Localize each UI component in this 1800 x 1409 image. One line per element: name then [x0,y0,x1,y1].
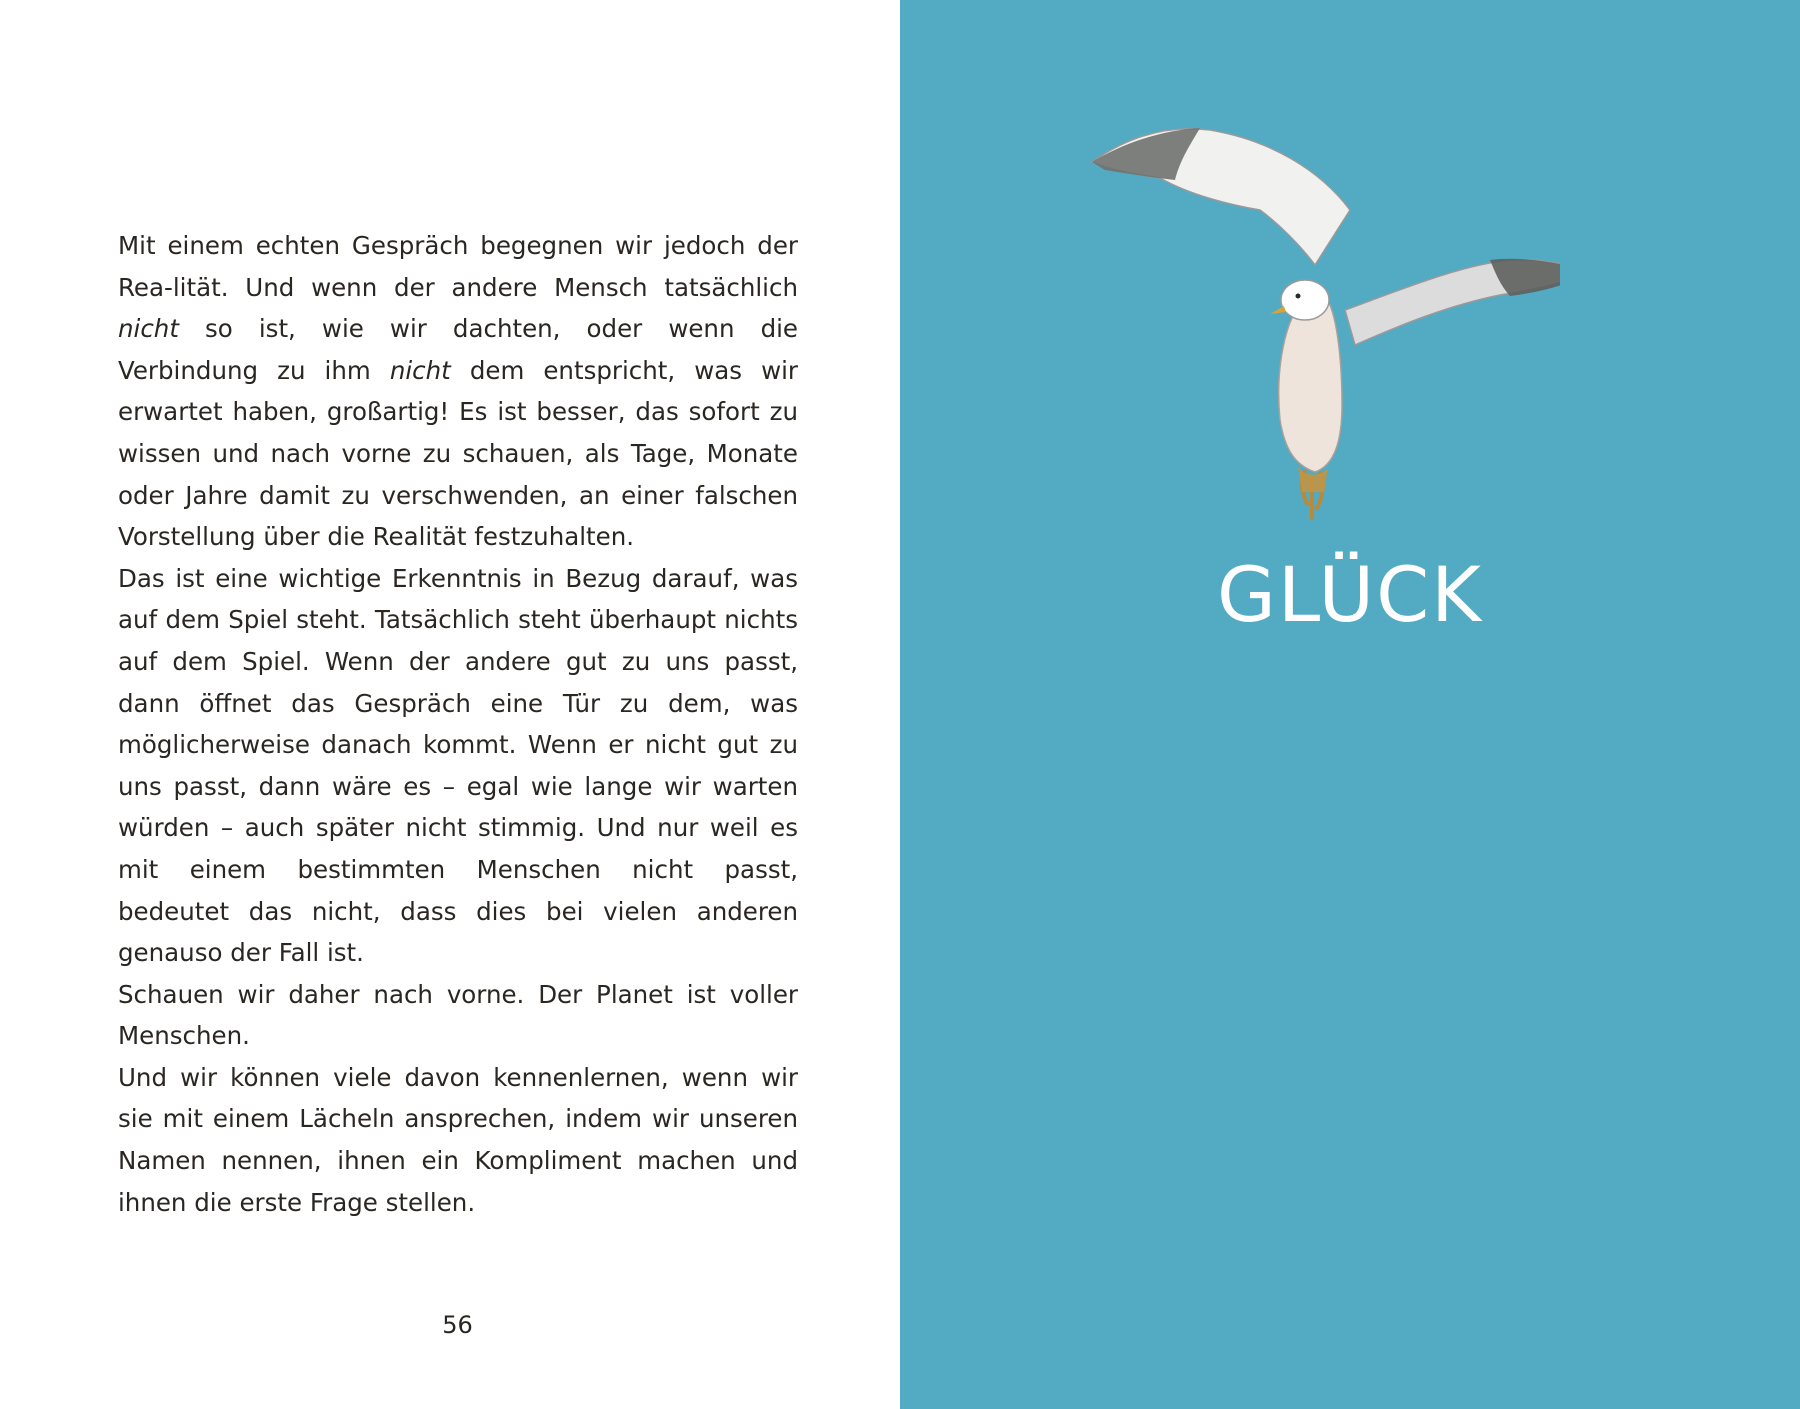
right-page [900,0,1800,1409]
paragraph-2: Das ist eine wichtige Erkenntnis in Bezug darauf, was auf dem Spiel steht. Tatsächlich steht überhaupt nichts auf dem Spiel. Wenn der andere gut zu uns passt, dann öffnet das Gespräch eine Tür zu dem, was möglicherweise danach kommt. Wenn er nicht gut zu uns passt, dann wäre es – egal wie lange wir warten würden – auch später nicht stimmig. Und nur weil es mit einem bestimmten Menschen nicht passt, bedeutet das nicht, dass dies bei vielen anderen genauso der Fall ist. [118,563,798,968]
seagull-illustration [1080,100,1560,520]
paragraph-4: Und wir können viele davon kennenlernen, wenn wir sie mit einem Lächeln ansprechen, indem wir unseren Namen nennen, ihnen ein Kompliment machen und ihnen die erste Frage stellen. [118,1062,798,1217]
seagull-beak [1270,306,1286,314]
paragraph-3: Schauen wir daher nach vorne. Der Planet ist voller Menschen. [118,979,798,1051]
seagull-eye [1296,294,1301,299]
paragraph-1 [118,225,798,558]
seagull-body [1279,300,1342,472]
chapter-title: GLÜCK [1217,550,1483,639]
paragraph-1-text-b: so ist, wie wir dachten, oder wenn die Verbindung zu ihm [118,314,798,385]
emphasis-nicht-2: nicht [389,355,451,385]
body-text [118,225,798,1223]
emphasis-nicht-1: nicht [118,314,179,344]
seagull-head [1281,280,1329,320]
page-number: 56 [442,1311,473,1339]
paragraph-1-text-c: dem entspricht, was wir erwartet haben, großartig! Es ist besser, das sofort zu wissen und nach vorne zu schauen, als Tage, Monate oder Jahre damit zu verschwenden, an einer falschen Vorstellung über die Realität festzuhalten. [118,355,798,552]
paragraph-1-text-a: Mit einem echten Gespräch begegnen wir jedoch der Rea-lität. Und wenn der andere Mensch tatsächlich [118,231,798,302]
